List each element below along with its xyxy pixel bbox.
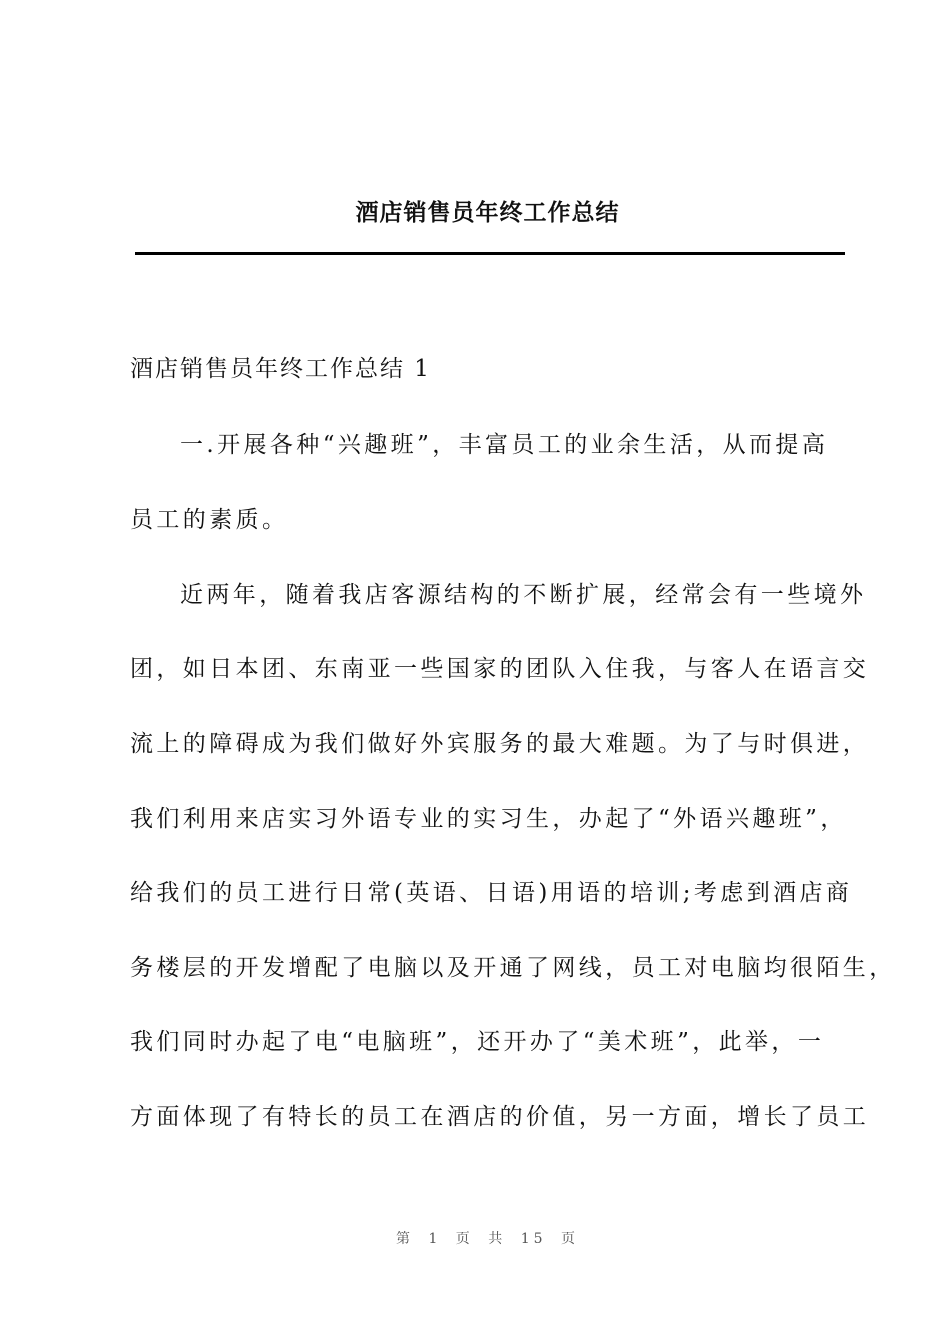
section-heading: 酒店销售员年终工作总结 1 [130,356,431,382]
page-number-footer: 第 1 页 共 15 页 [396,1231,579,1247]
paragraph-line: 我们利用来店实习外语专业的实习生，办起了“外语兴趣班”， [130,806,847,832]
title-divider [135,252,845,255]
document-title: 酒店销售员年终工作总结 [355,199,620,226]
paragraph-line: 员工的素质。 [130,507,289,533]
paragraph-line: 方面体现了有特长的员工在酒店的价值，另一方面，增长了员工 [130,1104,870,1130]
paragraph-line: 团，如日本团、东南亚一些国家的团队入住我，与客人在语言交 [130,656,870,682]
paragraph-line: 我们同时办起了电“电脑班”，还开办了“美术班”，此举，一 [130,1029,825,1055]
paragraph-line: 给我们的员工进行日常(英语、日语)用语的培训;考虑到酒店商 [130,880,853,906]
paragraph-line: 流上的障碍成为我们做好外宾服务的最大难题。为了与时俱进， [130,731,870,757]
paragraph-line: 近两年，随着我店客源结构的不断扩展，经常会有一些境外 [180,582,867,608]
paragraph-line: 一.开展各种“兴趣班”，丰富员工的业余生活，从而提高 [180,432,829,458]
paragraph-line: 务楼层的开发增配了电脑以及开通了网线，员工对电脑均很陌生， [130,955,896,981]
